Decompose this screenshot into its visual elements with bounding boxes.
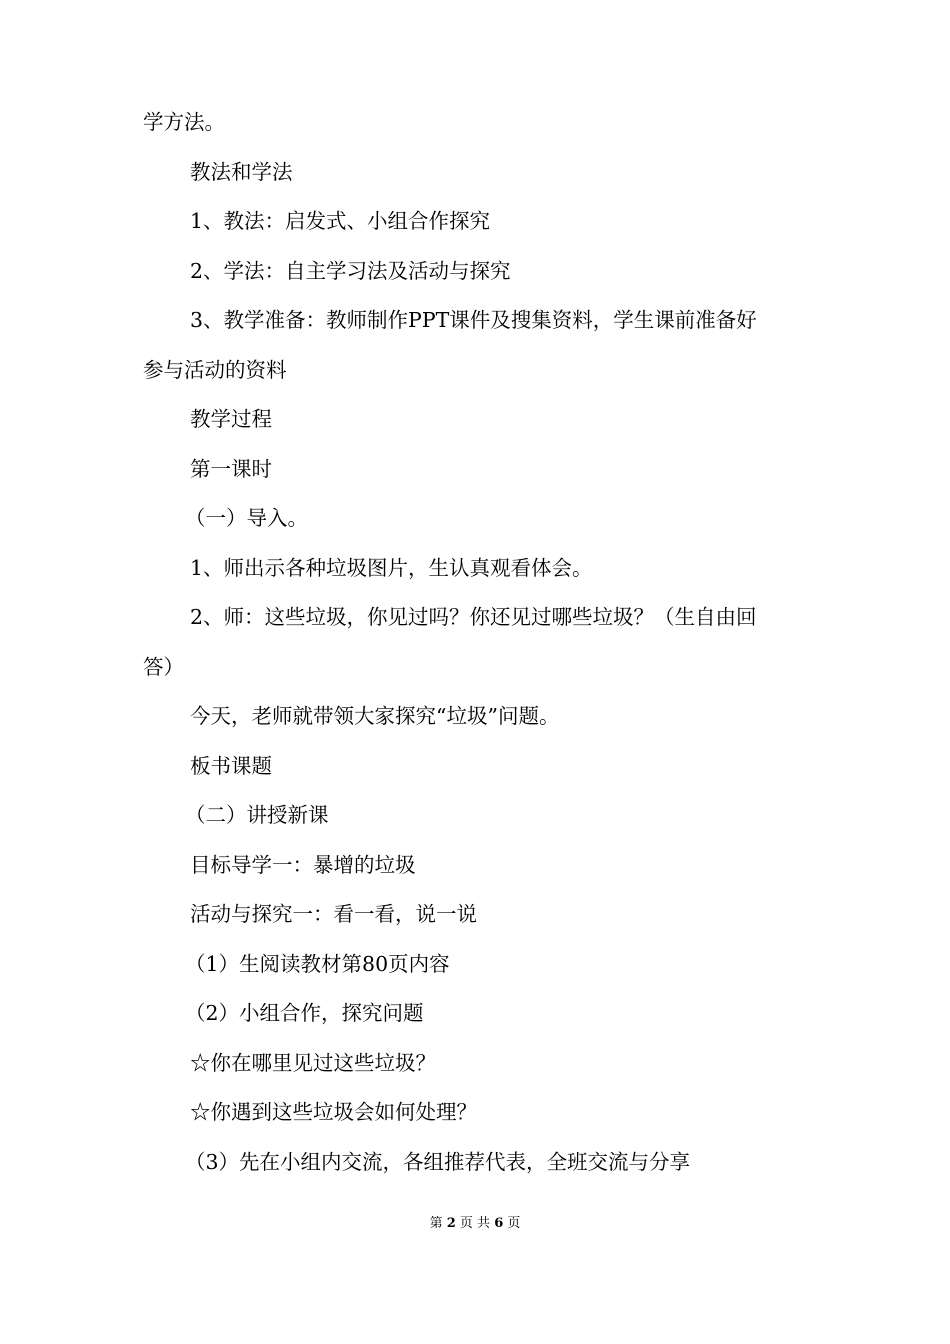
section-heading-lesson-one: 第一课时 [190,456,272,481]
text-line-1: 学方法。 [143,110,225,134]
text-line-18: （1）生阅读教材第80页内容 [185,951,450,976]
text-line-15: （二）讲授新课 [185,803,329,827]
text-line-22: （3）先在小组内交流，各组推荐代表，全班交流与分享 [185,1149,691,1174]
text-line-19: （2）小组合作，探究问题 [185,1001,424,1025]
section-heading-process: 教学过程 [190,407,272,431]
text-line-4: 2、学法：自主学习法及活动与探究 [190,258,511,283]
footer-suffix: 页 [507,1216,521,1231]
text-line-5: 3、教学准备：教师制作PPT课件及搜集资料，学生课前准备好 [190,308,757,332]
text-line-12: 答） [143,654,184,679]
text-line-14: 板书课题 [190,753,272,778]
footer-total-pages: 6 [494,1216,504,1231]
text-line-11: 2、师：这些垃圾，你见过吗？你还见过哪些垃圾？（生自由回 [190,605,757,629]
footer-middle: 页 共 [459,1216,491,1231]
footer-prefix: 第 [429,1216,443,1231]
text-line-6: 参与活动的资料 [143,357,287,382]
footer-page-number: 2 [446,1216,456,1231]
text-line-13: 今天，老师就带领大家探究“垃圾”问题。 [190,704,560,728]
text-line-21: ☆你遇到这些垃圾会如何处理？ [190,1100,477,1124]
page-footer [0,1214,950,1234]
text-line-3: 1、教法：启发式、小组合作探究 [190,209,491,233]
text-line-9: （一）导入。 [185,506,308,530]
section-heading-methods: 教法和学法 [190,159,293,184]
document-body [143,98,807,1187]
text-line-16: 目标导学一：暴增的垃圾 [190,852,416,877]
text-line-10: 1、师出示各种垃圾图片，生认真观看体会。 [190,555,593,580]
text-line-17: 活动与探究一：看一看，说一说 [190,902,477,926]
text-line-20: ☆你在哪里见过这些垃圾？ [190,1050,436,1075]
